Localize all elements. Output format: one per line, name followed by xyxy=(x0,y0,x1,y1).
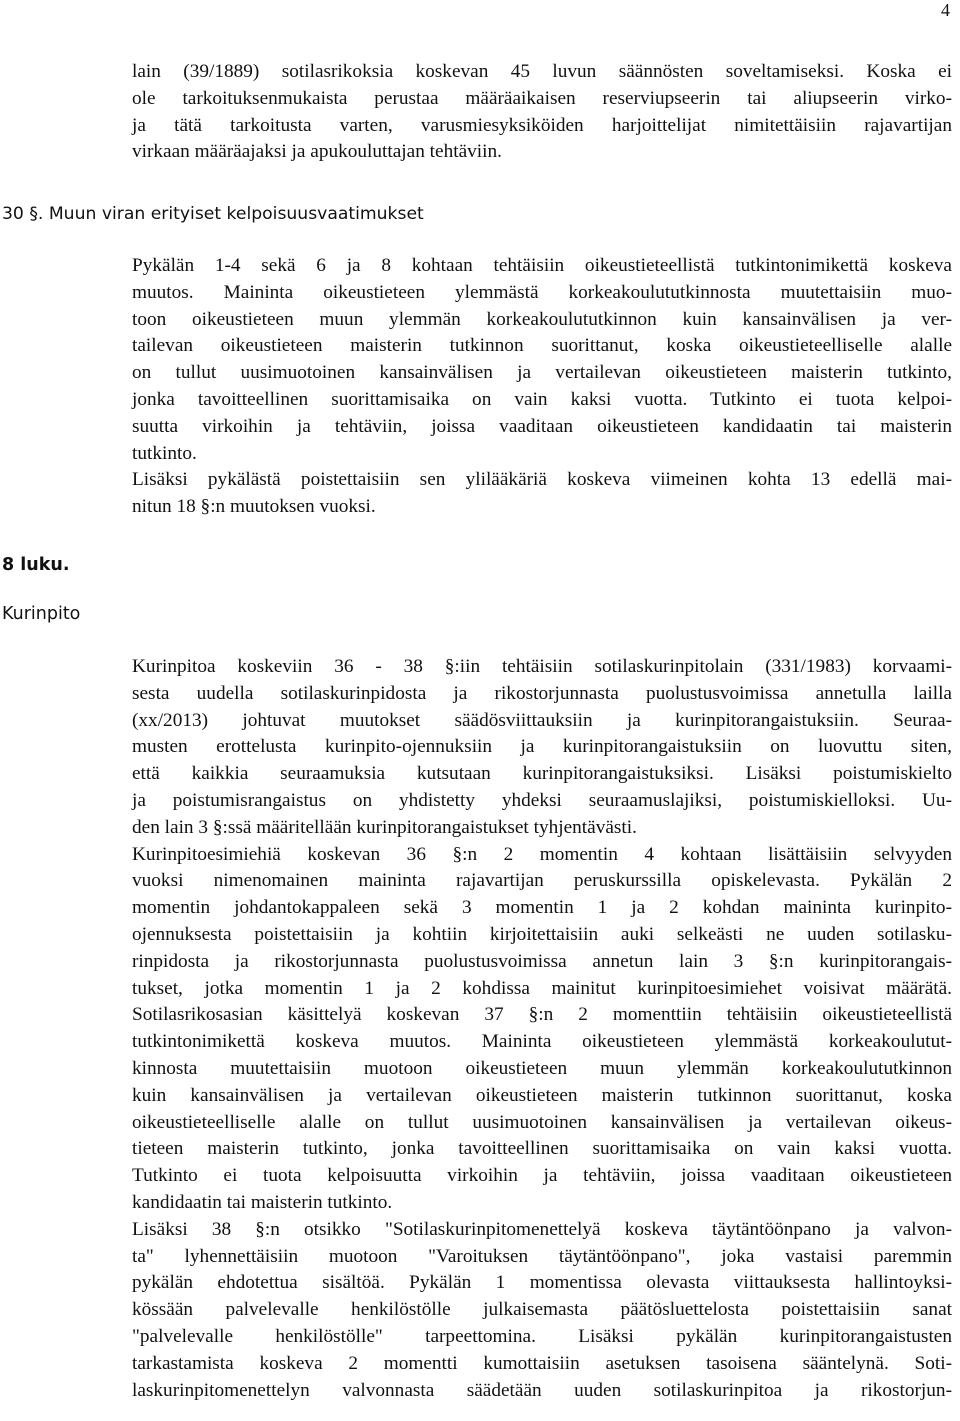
text-line: vuoksi nimenomainen maininta rajavartijan peruskurssilla opiskelevasta. Pykälän 2 xyxy=(132,870,952,892)
text-line: ole tarkoituksenmukaista perustaa määräaikaisen reserviupseerin tai aliupseerin virko- xyxy=(132,87,952,109)
text-line: Pykälän 1-4 sekä 6 ja 8 kohtaan tehtäisiin oikeustieteellistä tutkintonimikettä koskeva xyxy=(132,255,952,276)
text-line: jonka tavoitteellinen suorittamisaika on vain kaksi vuotta. Tutkinto ei tuota kelpoi- xyxy=(132,388,952,410)
text-line: tutkinto. xyxy=(132,442,197,464)
chapter-number: 8 luku. xyxy=(2,555,70,575)
text-line: nitun 18 §:n muutoksen vuoksi. xyxy=(132,496,376,518)
intro-paragraph xyxy=(132,59,952,166)
text-line: on tullut uusimuotoinen kansainvälisen ja vertailevan oikeustieteen maisterin tutkinto, xyxy=(132,362,952,384)
chapter-8-body xyxy=(132,654,952,1404)
text-line: sesta uudella sotilaskurinpidosta ja rikostorjunnasta puolustusvoimissa annetulla lailla xyxy=(132,682,952,704)
text-line: toon oikeustieteen muun ylemmän korkeakoulututkinnon kuin kansainvälisen ja ver- xyxy=(132,308,952,330)
text-line: Sotilasrikosasian käsittelyä koskevan 37 §:n 2 momenttiin tehtäisiin oikeustieteellistä xyxy=(132,1004,952,1026)
text-line: pykälän ehdotettua sisältöä. Pykälän 1 momentissa olevasta viittauksesta hallintoyksi- xyxy=(132,1272,952,1294)
text-line: kössään palvelevalle henkilöstölle julkaisemasta päätösluettelosta poistettaisiin sanat xyxy=(132,1299,952,1321)
text-line: tieteen maisterin tutkinto, jonka tavoitteellinen suorittamisaika on vain kaksi vuotta. xyxy=(132,1138,952,1160)
text-line: ta" lyhennettäisiin muotoon "Varoituksen täytäntöönpano", joka vastaisi paremmin xyxy=(132,1245,952,1267)
text-line: Lisäksi pykälästä poistettaisiin sen ylilääkäriä koskeva viimeinen kohta 13 edellä mai- xyxy=(132,469,952,491)
text-line: kandidaatin tai maisterin tutkinto. xyxy=(132,1191,393,1213)
text-line: suutta virkoihin ja tehtäviin, joissa vaaditaan oikeustieteen kandidaatin tai maisterin xyxy=(132,415,952,437)
text-line: tailevan oikeustieteen maisterin tutkinnon suorittanut, koska oikeustieteelliselle alalle xyxy=(132,335,952,357)
text-line: Kurinpitoesimiehiä koskevan 36 §:n 2 momentin 4 kohtaan lisättäisiin selvyyden xyxy=(132,843,952,865)
page-number: 4 xyxy=(941,0,950,20)
text-line: laskurinpitomenettelyn valvonnasta säädetään uuden sotilaskurinpitoa ja rikostorjun- xyxy=(132,1379,952,1401)
text-line: rinpidosta ja rikostorjunnasta puolustusvoimissa annetun lain 3 §:n kurinpitorangais- xyxy=(132,950,952,972)
text-line: kuin kansainvälisen ja vertailevan oikeustieteen maisterin tutkinnon suorittanut, koska xyxy=(132,1084,952,1106)
text-line: (xx/2013) johtuvat muutokset säädösviittauksiin ja kurinpitorangaistuksiin. Seuraa- xyxy=(132,709,952,731)
section-30-heading: 30 §. Muun viran erityiset kelpoisuusvaatimukset xyxy=(2,204,424,224)
text-line: musten erottelusta kurinpito-ojennuksiin ja kurinpitorangaistuksiin on luovuttu siten, xyxy=(132,736,952,758)
chapter-title: Kurinpito xyxy=(2,604,81,624)
text-line: momentin johdantokappaleen sekä 3 momentin 1 ja 2 kohdan maininta kurinpito- xyxy=(132,897,952,919)
text-line: että kaikkia seuraamuksia kutsutaan kurinpitorangaistuksiksi. Lisäksi poistumiskielto xyxy=(132,763,952,785)
text-line: ja poistumisrangaistus on yhdistetty yhdeksi seuraamuslajiksi, poistumiskielloksi. Uu- xyxy=(132,789,952,811)
text-line: kinnosta muutettaisiin muotoon oikeustieteen muun ylemmän korkeakoulututkinnon xyxy=(132,1057,952,1079)
text-line: Tutkinto ei tuota kelpoisuutta virkoihin ja tehtäviin, joissa vaaditaan oikeustieteen xyxy=(132,1165,952,1187)
text-line: Lisäksi 38 §:n otsikko "Sotilaskurinpitomenettelyä koskeva täytäntöönpano ja valvon- xyxy=(132,1218,952,1240)
text-line: tutkintonimikettä koskeva muutos. Maininta oikeustieteen ylemmästä korkeakoulutut- xyxy=(132,1031,952,1053)
text-line: oikeustieteelliselle alalle on tullut uusimuotoinen kansainvälisen ja vertailevan oikeus- xyxy=(132,1111,952,1133)
text-line: ojennuksesta poistettaisiin ja kohtiin kirjoitettaisiin auki selkeästi ne uuden sotilasku- xyxy=(132,923,952,945)
text-line: tarkastamista koskeva 2 momentti kumottaisiin asetuksen tasoisena sääntelynä. Soti- xyxy=(132,1352,952,1374)
text-line: virkaan määräajaksi ja apukouluttajan tehtäviin. xyxy=(132,141,502,163)
text-line: ja tätä tarkoitusta varten, varusmiesyksiköiden harjoittelijat nimitettäisiin rajavartijan xyxy=(132,114,952,136)
text-line: muutos. Maininta oikeustieteen ylemmästä korkeakoulututkinnosta muutettaisiin muo- xyxy=(132,281,952,303)
text-line: lain (39/1889) sotilasrikoksia koskevan 45 luvun säännösten soveltamiseksi. Koska ei xyxy=(132,61,952,82)
text-line: "palvelevalle henkilöstölle" tarpeettomina. Lisäksi pykälän kurinpitorangaistusten xyxy=(132,1325,952,1347)
text-line: tukset, jotka momentin 1 ja 2 kohdissa mainitut kurinpitoesimiehet voisivat määrätä. xyxy=(132,977,952,999)
section-30-body xyxy=(132,253,952,521)
text-line: Kurinpitoa koskeviin 36 - 38 §:iin tehtäisiin sotilaskurinpitolain (331/1983) korvaami- xyxy=(132,656,952,677)
text-line: den lain 3 §:ssä määritellään kurinpitorangaistukset tyhjentävästi. xyxy=(132,816,637,838)
